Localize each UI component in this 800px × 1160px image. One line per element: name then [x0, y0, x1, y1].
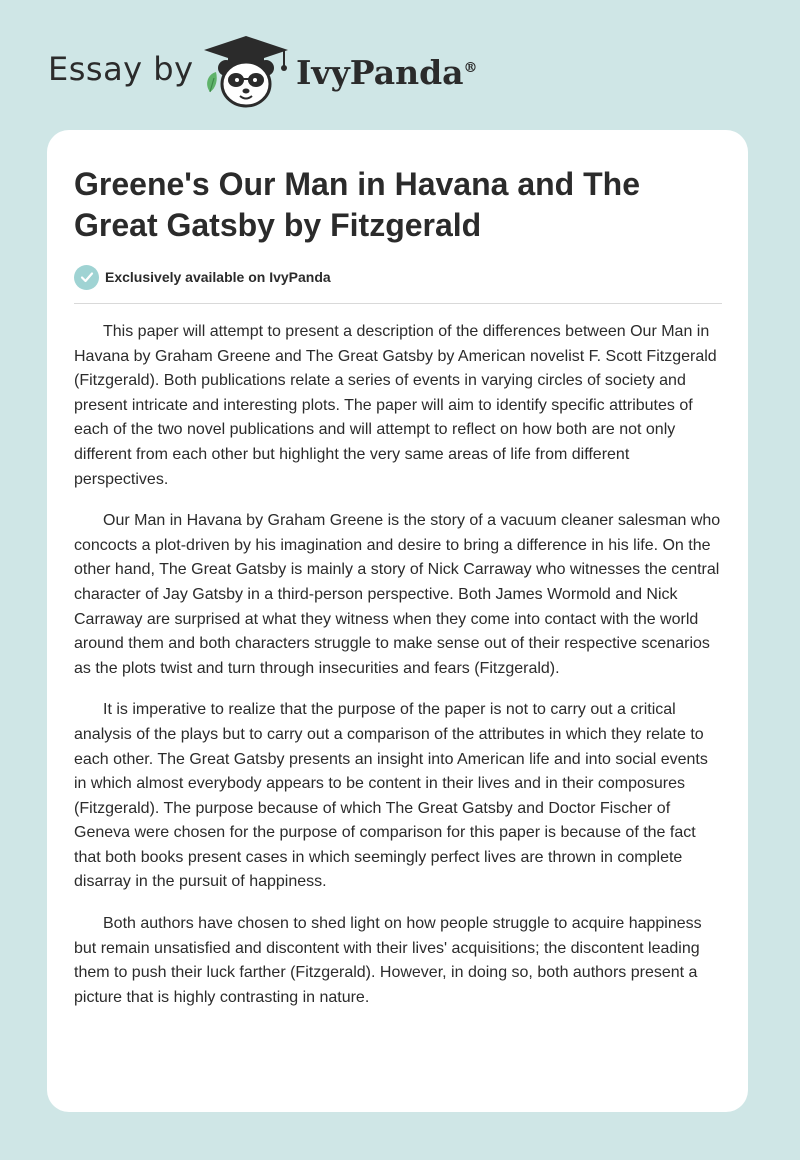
- paragraph: It is imperative to realize that the purpose of the paper is not to carry out a critical analysis of the plays but to carry out a comparison of the attributes in which they relate to each other. The Great Gatsby presents an insight into American life and into social events in which almost everybody appears to be content in their lives and in their composures (Fitzgerald). The purpose because of which The Great Gatsby and Doctor Fischer of Geneva were chosen for the purpose of comparison for this paper is because of the fact that both books present cases in which seemingly perfect lives are thrown in complete disarray in the pursuit of happiness.: [74, 701, 708, 891]
- registered-mark: ®: [463, 60, 478, 76]
- panda-logo-icon[interactable]: [200, 34, 292, 110]
- essay-card: [47, 130, 748, 1112]
- essay-body: [74, 320, 724, 1027]
- exclusive-badge: [74, 264, 331, 290]
- brand-name[interactable]: [296, 53, 478, 92]
- essay-by-label: Essay by: [48, 50, 194, 88]
- brand-text: IvyPanda: [296, 53, 464, 92]
- page-title: Greene's Our Man in Havana and The Great Gatsby by Fitzgerald: [74, 166, 640, 243]
- badge-label: Exclusively available on IvyPanda: [105, 269, 331, 285]
- site-header: [0, 0, 800, 130]
- paragraph: Both authors have chosen to shed light on how people struggle to acquire happiness but remain unsatisfied and discontent with their lives' acquisitions; the discontent leading them to push their luck farther (Fitzgerald). However, in doing so, both authors present a picture that is highly contrasting in nature.: [74, 915, 702, 1006]
- check-icon: [74, 265, 99, 290]
- divider: [74, 303, 722, 304]
- paragraph: This paper will attempt to present a description of the differences between Our Man in Havana by Graham Greene and The Great Gatsby by American novelist F. Scott Fitzgerald (Fitzgerald). Both publications relate a series of events in varying circles of society and present intricate and interesting plots. The paper will aim to identify specific attributes of each of the two novel publications and will attempt to reflect on how both are not only different from each other but highlight the very same areas of life from different perspectives.: [74, 323, 717, 488]
- paragraph: Our Man in Havana by Graham Greene is the story of a vacuum cleaner salesman who concocts a plot-driven by his imagination and desire to bring a difference in his life. On the other hand, The Great Gatsby is mainly a story of Nick Carraway who witnesses the central character of Jay Gatsby in a third-person perspective. Both James Wormold and Nick Carraway are surprised at what they witness when they come into contact with the world around them and both characters struggle to make sense out of their respective scenarios as the plots twist and turn through insecurities and fears (Fitzgerald).: [74, 512, 721, 677]
